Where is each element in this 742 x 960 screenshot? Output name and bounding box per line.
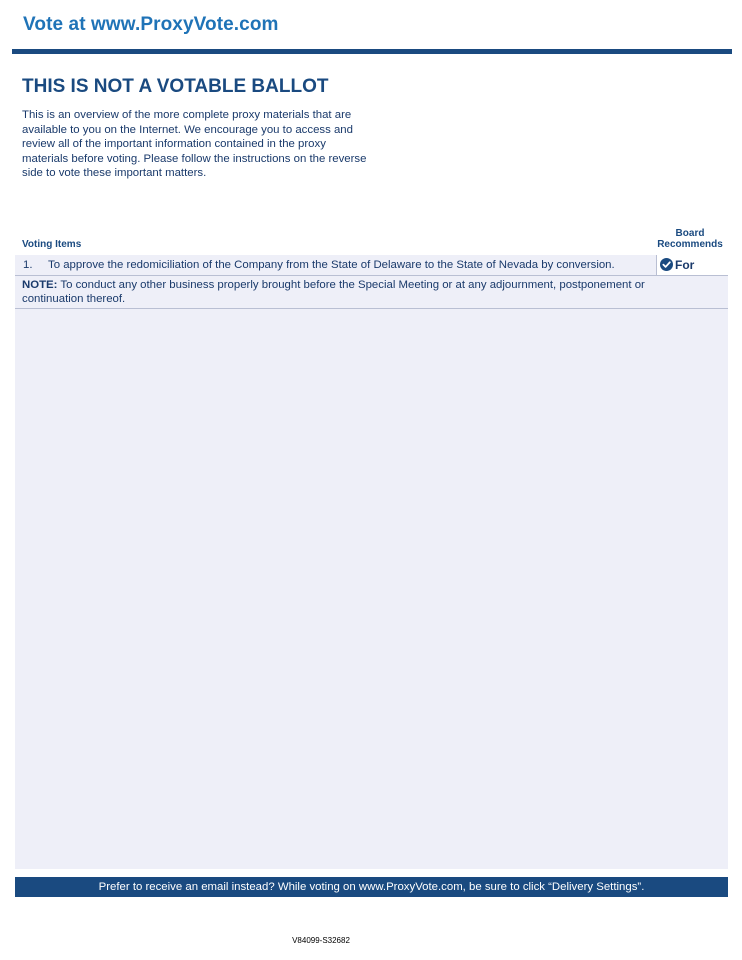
check-circle-icon bbox=[660, 258, 673, 271]
footer-text: Prefer to receive an email instead? While voting on www.ProxyVote.com, be sure to click “Delivery Settings”. bbox=[98, 881, 645, 893]
voting-items-panel bbox=[15, 255, 728, 869]
board-recommends-header bbox=[652, 228, 728, 250]
intro-paragraph: This is an overview of the more complete proxy materials that are available to you on the Internet. We encourage you to access and review all of the important information contained in the proxy materials before voting. Please follow the instructions on the reverse side to vote these important matters. bbox=[22, 109, 367, 179]
footer-banner bbox=[15, 877, 728, 897]
recommendation-cell bbox=[656, 255, 729, 275]
note-body: To conduct any other business properly brought before the Special Meeting or at any adjournment, postponement or continuation thereof. bbox=[22, 279, 645, 305]
note-text bbox=[22, 279, 652, 306]
voting-item-row bbox=[15, 255, 728, 276]
board-header-line1: Board bbox=[675, 228, 705, 239]
note-row bbox=[15, 276, 728, 309]
note-label: NOTE: bbox=[22, 279, 58, 291]
board-header-line2: Recommends bbox=[657, 239, 723, 250]
recommendation-label: For bbox=[675, 258, 695, 272]
header-title: Vote at www.ProxyVote.com bbox=[23, 14, 279, 35]
document-code: V84099-S32682 bbox=[292, 936, 350, 945]
item-number: 1. bbox=[23, 259, 33, 271]
document-code-wrapper bbox=[0, 936, 742, 945]
voting-items-header: Voting Items bbox=[22, 239, 82, 250]
header-divider bbox=[12, 49, 732, 54]
item-text: To approve the redomiciliation of the Company from the State of Delaware to the State of Nevada by conversion. bbox=[48, 259, 615, 271]
ballot-heading: THIS IS NOT A VOTABLE BALLOT bbox=[22, 76, 329, 97]
